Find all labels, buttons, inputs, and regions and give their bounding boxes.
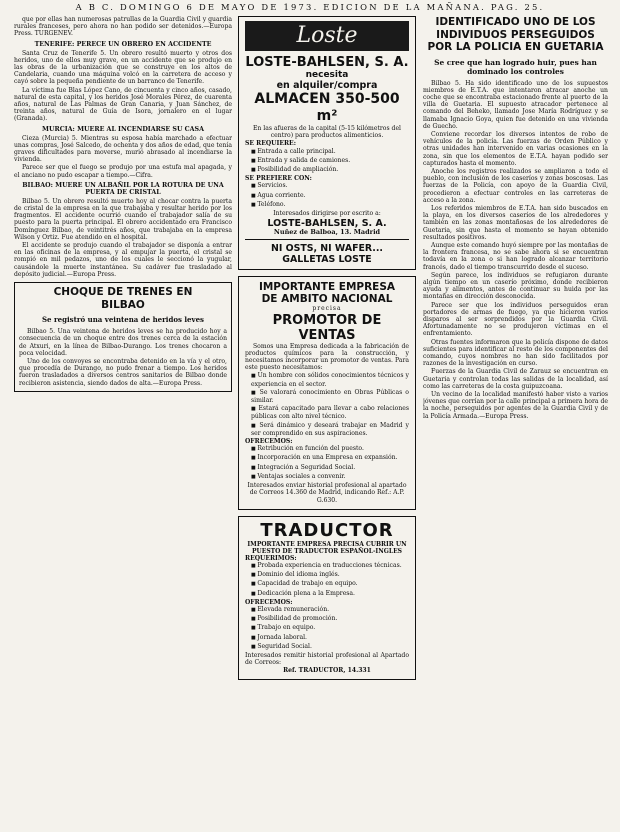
promotor-b4: ■ Será dinámico y deseará trabajar en Madrid y ser comprendido en sus aspiraciones. xyxy=(251,422,409,437)
article-paragraph: Bilbao 5. Ha sido identificado uno de los supuestos miembros de E.T.A. que intentaron atracar anoche un coche que se encontraba estacionado frente al puerto de la villa de Guetaria. El supuesto atracador pertenece al comando del Beheko, llamado Jose María Rodríguez y se llamaba Ignacio Goya, quien fue detenido en una vivienda de Guecho. xyxy=(423,79,608,130)
promotor-o4: ■ Ventajas sociales a convenir. xyxy=(251,473,409,481)
loste-slogan-1: NI OSTS, NI WAFER... xyxy=(271,243,383,255)
promotor-precisa: precisa xyxy=(312,305,342,313)
choque-subtitle: Se registró una veintena de heridos leves xyxy=(42,315,204,325)
traductor-f1: ■ Elevada remuneración. xyxy=(251,606,409,614)
choque-paragraph-1: Bilbao 5. Una veintena de heridos leves se ha producido hoy a consecuencia de un choque entre dos trenes cerca de la estación de Atxuri, en la línea de Bilbao-Durango. Los trenes chocaron a poca velocidad. xyxy=(19,328,227,357)
promotor-offer-label: OFRECEMOS: xyxy=(245,438,293,446)
murcia-paragraph-1: Cieza (Murcia) 5. Mientras su esposa había marchado a efectuar unas compras, José Salcedo, de ochenta y dos años de edad, que tenía graves dificultades para moverse, murió abrasado al incendiarse la vivienda. xyxy=(14,134,232,164)
promotor-footer: Interesados enviar historial profesional al apartado de Correos 14.360 de Madrid, indicando Ref.: A.P. G.630. xyxy=(247,482,407,504)
traductor-f3: ■ Trabajo en equipo. xyxy=(251,624,409,632)
article-paragraph: Los referidos miembros de E.T.A. han sido buscados en la playa, en los diversos caseríos de los alrededores y también en las zonas montañosas de los alrededores de Guetaria, sin que hasta el momento se hayan obtenido resultados positivos. xyxy=(423,204,608,241)
promotor-b1: ■ Un hombre con sólidos conocimientos técnicos y experiencia en el sector. xyxy=(251,372,409,387)
column-left xyxy=(14,16,232,828)
loste-req-3: ■ Posibilidad de ampliación. xyxy=(251,166,409,174)
promotor-h2: DE AMBITO NACIONAL xyxy=(261,293,393,306)
article-paragraph: Otras fuentes informaron que la policía dispone de datos suficientes para identificar al resto de los componentes del comando, cuyos nombres no han sido facilitados por razones de la investigación en curso. xyxy=(423,338,608,368)
bilbao-paragraph-1: Bilbao 5. Un obrero resultó muerto hoy al chocar contra la puerta de cristal de la empresa en la que trabajaba y resultar herido por los fragmentos. El accidente ocurrió cuando el trabajador salía de su puesto para la puerta principal. El obrero accidentado era Francisco Domínguez Bilbao, de veintitrés años, que trabajaba en la empresa Wilson y Ortiz. Fue atendido en el hospital. xyxy=(14,197,232,241)
traductor-q4: ■ Dedicación plena a la Empresa. xyxy=(251,590,409,598)
loste-pref-label: SE PREFIERE CON: xyxy=(245,175,312,183)
article-title: IDENTIFICADO UNO DE LOS INDIVIDUOS PERSEGUIDOS POR LA POLICIA EN GUETARIA xyxy=(427,16,604,53)
choque-paragraph-2: Uno de los convoyes se encontraba detenido en la vía y el otro, que procedía de Durango, no pudo frenar a tiempo. Los heridos fueron trasladados a diversos centros sanitarios de Bilbao donde recibieron asistencia, siendo dados de alta.—Europa Press. xyxy=(19,357,227,387)
loste-pref-2: ■ Agua corriente. xyxy=(251,192,409,200)
choque-title-line1: CHOQUE DE TRENES EN xyxy=(53,286,193,299)
traductor-title: TRADUCTOR xyxy=(260,519,394,541)
promotor-h3: PROMOTOR DE VENTAS xyxy=(272,312,382,343)
column-right xyxy=(423,16,608,828)
tenerife-paragraph-2: La víctima fue Blas López Cano, de cincuenta y cinco años, casado, natural de esta capital, y los heridos José Morales Pérez, de cuarenta años, natural de Las Palmas de Gran Canaria, y Juan Sánchez, de treinta años, natural de Guía de Isora, jornalero en el lugar (Granada). xyxy=(14,86,232,123)
traductor-f5: ■ Seguridad Social. xyxy=(251,643,409,651)
traductor-f2: ■ Posibilidad de promoción. xyxy=(251,615,409,623)
article-paragraph: Según parece, los individuos se refugiaron durante algún tiempo en un caserío próximo, donde recibieron ayuda y alimentos, antes de continuar su huida por las montañas en dirección desconocida. xyxy=(423,271,608,301)
traductor-ad xyxy=(238,516,416,680)
article-paragraph: Parece ser que los individuos perseguidos eran portadores de armas de fuego, ya que hicieron varios disparos al ser sorprendidos por la Guardia Civil. Afortunadamente no se produjeron víctimas en el enfrentamiento. xyxy=(423,301,608,338)
traductor-ref: Ref. TRADUCTOR, 14.331 xyxy=(283,667,371,675)
tenerife-heading: TENERIFE: PERECE UN OBRERO EN ACCIDENTE xyxy=(34,40,212,48)
loste-company: LOSTE-BAHLSEN, S. A. xyxy=(245,55,409,70)
bilbao-heading: BILBAO: MUERE UN ALBAÑIL POR LA ROTURA DE UNA PUERTA DE CRISTAL xyxy=(22,181,224,196)
loste-rent: en alquiler/compra xyxy=(276,80,378,91)
promotor-o2: ■ Incorporación en una Empresa en expansión. xyxy=(251,454,409,462)
loste-logo: Loste xyxy=(245,21,409,51)
traductor-q3: ■ Capacidad de trabajo en equipo. xyxy=(251,580,409,588)
article-body xyxy=(423,80,608,420)
article-paragraph: Fuerzas de la Guardia Civil de Zarauz se encuentran en Guetaria y controlan todas las salidas de la localidad, así como las carreteras de la costa guipuzcoana. xyxy=(423,368,608,390)
loste-needs: necesita xyxy=(305,70,349,80)
murcia-paragraph-2: Parece ser que el fuego se produjo por una estufa mal apagada, y el anciano no pudo escapar a tiempo.—Cifra. xyxy=(14,164,232,179)
loste-req-2: ■ Entrada y salida de camiones. xyxy=(251,157,409,165)
article-paragraph: Conviene recordar los diversos intentos de robo de vehículos de la policía. Las fuerzas de Orden Público y otras unidades han intervenido en varias ocasiones en la zona, sin que los elementos de E.T.A. hayan podido ser capturados hasta el momento. xyxy=(423,130,608,167)
loste-pref-1: ■ Servicios. xyxy=(251,182,409,190)
loste-ad xyxy=(238,16,416,270)
promotor-h1: IMPORTANTE EMPRESA xyxy=(258,281,396,294)
loste-slogan-2: GALLETAS LOSTE xyxy=(282,254,372,266)
article-paragraph: Aunque este comando huyó siempre por las montañas de la frontera francesa, no se sabe ahora si se encuentran todavía en la zona o si han logrado alcanzar territorio francés, dado el tiempo transcurrido desde el suceso. xyxy=(423,241,608,271)
loste-company-2: LOSTE-BAHLSEN, S. A. xyxy=(267,218,387,230)
traductor-f4: ■ Jornada laboral. xyxy=(251,634,409,642)
intro-paragraph: que por ellas han numerosas patrullas de la Guardia Civil y guardia rurales franceses, pero ahora no han podido ser detenidos.—Europa Press. TURGENEV. xyxy=(14,16,232,38)
loste-requirement: En las afueras de la capital (5-15 kilómetros del centro) para productos alimenticios. xyxy=(252,125,401,140)
divider xyxy=(245,239,409,240)
murcia-heading: MURCIA: MUERE AL INCENDIARSE SU CASA xyxy=(42,125,204,133)
traductor-req-label: REQUERIMOS: xyxy=(245,554,297,562)
column-middle xyxy=(238,16,416,828)
promotor-o1: ■ Retribución en función del puesto. xyxy=(251,445,409,453)
loste-contact: Interesados dirigirse por escrito a: xyxy=(273,210,381,218)
article-subtitle: Se cree que han logrado huir, pues han dominado los controles xyxy=(434,57,597,76)
article-paragraph: Un vecino de la localidad manifestó haber visto a varios jóvenes que corrían por la calle principal a primera hora de la noche, perseguidos por agentes de la Guardia Civil y de la Policía Armada.—Europa Press. xyxy=(423,391,608,420)
promotor-b3: ■ Estará capacitado para llevar a cabo relaciones públicas con alto nivel técnico. xyxy=(251,405,409,420)
choque-trenes-article xyxy=(14,282,232,392)
traductor-q2: ■ Dominio del idioma inglés. xyxy=(251,571,409,579)
loste-req-1: ■ Entrada a calle principal. xyxy=(251,148,409,156)
loste-pref-3: ■ Teléfono. xyxy=(251,201,409,209)
promotor-ad xyxy=(238,276,416,509)
article-paragraph: Anoche los registros realizados se ampliaron a todo el pueblo, con inclusión de los caseríos y zonas boscosas. Las fuerzas de la Policía, con apoyo de la Guardia Civil, procedieron a efectuar controles en las carreteras de acceso a la zona. xyxy=(423,167,608,204)
promotor-b2: ■ Se valorará conocimiento en Obras Públicas o similar. xyxy=(251,389,409,404)
masthead: A B C. DOMINGO 6 DE MAYO DE 1973. EDICION DE LA MAÑANA. PAG. 25. xyxy=(75,2,545,12)
promotor-o3: ■ Integración a Seguridad Social. xyxy=(251,464,409,472)
promotor-intro: Somos una Empresa dedicada a la fabricación de productos químicos para la construcción, y necesitamos incorporar un promotor de ventas. Para este puesto necesitamos: xyxy=(245,342,409,372)
choque-title-line2: BILBAO xyxy=(101,299,145,312)
loste-warehouse: ALMACEN 350-500 m² xyxy=(254,91,400,124)
tenerife-paragraph-1: Santa Cruz de Tenerife 5. Un obrero resultó muerto y otros dos heridos, uno de ellos muy grave, en un accidente que se produjo en las obras de la urbanización que se construye en los altos de Candelaria, cuando una máquina volcó en la carretera de acceso y cayó sobre la pequeña pendiente de un barranco de Tenerife. xyxy=(14,49,232,86)
traductor-q1: ■ Probada experiencia en traducciones técnicas. xyxy=(251,562,409,570)
traductor-off-label: OFRECEMOS: xyxy=(245,598,293,606)
loste-require-label: SE REQUIERE: xyxy=(245,140,296,148)
traductor-sub: IMPORTANTE EMPRESA PRECISA CUBRIR UN PUESTO DE TRADUCTOR ESPAÑOL-INGLES xyxy=(247,540,407,555)
traductor-contact: Interesados remitir historial profesional al Apartado de Correos: xyxy=(245,651,409,667)
bilbao-paragraph-2: El accidente se produjo cuando el trabajador se disponía a entrar en las oficinas de la empresa, y al empujar la puerta, el cristal se rompió en mil pedazos, uno de los cuales le seccionó la yugular, causándole la muerte instantánea. Su cadáver fue trasladado al depósito judicial.—Europa Press. xyxy=(14,242,232,278)
loste-address: Nuñez de Balboa, 13. Madrid xyxy=(273,228,381,237)
